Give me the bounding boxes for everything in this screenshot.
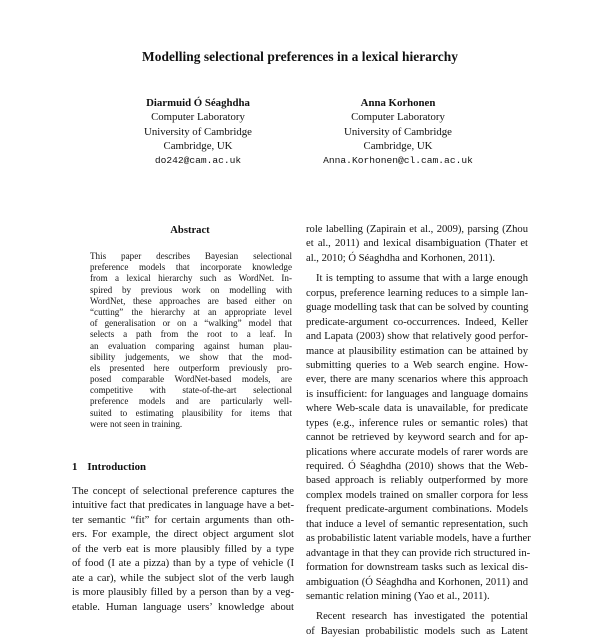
body-line: cannot be retrieved by keyword search and for ap- [306, 432, 528, 444]
body-line: ever, there are many scenarios where this approach [306, 374, 528, 386]
intro-line: The concept of selectional preference captures the [72, 486, 294, 497]
intro-line: ate a car), while the subject slot of the verb laugh [72, 572, 294, 584]
author-email: Anna.Korhonen@cl.cam.ac.uk [323, 154, 473, 166]
abstract-body [90, 251, 292, 430]
author-affiliation: University of Cambridge [344, 125, 452, 138]
abstract-line: preference models and are particularly well- [90, 396, 292, 407]
abstract-line: sibility judgements, we show that the mod- [90, 351, 292, 362]
body-line: al., 2010; Ó Séaghdha and Korhonen, 2011). [306, 252, 496, 264]
body-line: is insufficient: for languages and language domains [306, 388, 528, 400]
body-line: et al., 2011) and lexical disambiguation (Thater et [306, 238, 528, 250]
abstract-line: preference models that incorporate knowledge [90, 262, 292, 273]
author-name: Anna Korhonen [360, 97, 436, 109]
paper-title: Modelling selectional preferences in a lexical hierarchy [142, 49, 458, 64]
abstract-line: were not seen in training. [90, 418, 183, 429]
body-line: It is tempting to assume that with a large enough [316, 273, 528, 285]
body-line: as probabilistic latent variable models, have a further [306, 533, 531, 545]
intro-line: ter semantic “fit” for certain arguments than oth- [72, 514, 294, 526]
author-location: Cambridge, UK [363, 140, 433, 153]
right-column-text [306, 223, 531, 639]
intro-line: of food (I ate a pizza) than by a type of vehicle (I [72, 558, 294, 570]
abstract-heading: Abstract [170, 225, 210, 236]
intro-line: is more plausibly filled by a person than by a veg- [72, 587, 294, 599]
abstract-line: competitive with state-of-the-art selectional [90, 385, 292, 396]
body-line: and Lapata (2003) show that relatively good perfor- [306, 331, 528, 343]
abstract-line: spired by previous work on modelling with [90, 284, 292, 295]
section-heading [72, 461, 146, 473]
abstract-line: suited to estimating plausibility for items that [90, 407, 292, 418]
body-line: plications where accurate models of rarer words are [306, 446, 528, 458]
introduction-body [72, 485, 294, 615]
author-affiliation: Computer Laboratory [151, 111, 245, 124]
body-line: guage modelling task that can be solved by counting [306, 302, 529, 314]
intro-line: intuitive fact that predicates in language have a bet- [72, 500, 294, 512]
section-number: 1 [72, 461, 78, 473]
abstract-line: els presented here outperform previously pro- [90, 362, 292, 373]
abstract-line: from a lexical hierarchy such as WordNet. In- [90, 273, 292, 284]
intro-line: of the verb eat is more plausibly filled by a type [72, 543, 294, 555]
body-line: semantic relation mining (Yao et al., 2011). [306, 590, 490, 602]
body-line: predicate-argument co-occurrences. Indeed, Keller [306, 316, 528, 328]
body-line: required. Ó Séaghdha (2010) shows that the Web- [306, 461, 528, 472]
body-line: corpus, preference learning reduces to a simple lan- [306, 287, 528, 299]
author-affiliation: University of Cambridge [144, 125, 252, 138]
author-name: Diarmuid Ó Séaghdha [146, 97, 250, 109]
body-line: that induce a level of semantic representation, such [306, 518, 528, 530]
abstract-line: This paper describes Bayesian selectional [90, 251, 292, 261]
author-affiliation: Computer Laboratory [351, 111, 445, 124]
author-location: Cambridge, UK [163, 140, 233, 153]
body-line: mance at plausibility estimation can be attained by [306, 345, 528, 357]
section-title: Introduction [87, 461, 147, 473]
intro-line: ers. For example, the direct object argument slot [72, 529, 294, 541]
body-line: submitting queries to a Web search engine. How- [306, 359, 528, 371]
body-line: based approach is reliably outperformed by more [306, 475, 528, 487]
abstract-line: selects a path from the root to a leaf. In [90, 329, 292, 340]
body-line: frequent predicate-argument combinations. Models [306, 504, 528, 516]
author-block-1 [98, 96, 298, 168]
body-line: formation for downstream tasks such as lexical dis- [306, 562, 528, 574]
author-block-2 [298, 96, 498, 168]
body-line: where Web-scale data is unavailable, for predicate [306, 403, 528, 415]
body-line: of Bayesian probabilistic models such as Latent [306, 625, 528, 637]
author-email: do242@cam.ac.uk [154, 154, 242, 166]
intro-line: etable. Human language users’ knowledge about [72, 601, 294, 613]
body-line: advantage in that they can provide rich structured in- [306, 547, 531, 559]
body-line: Recent research has investigated the potential [316, 611, 528, 623]
abstract-line: an evaluation comparing against human plau- [90, 340, 292, 351]
body-line: complex models trained on smaller corpora for less [306, 489, 528, 501]
abstract-line: posed comparable WordNet-based models, are [90, 374, 292, 385]
body-line: role labelling (Zapirain et al., 2009), parsing (Zhou [306, 224, 528, 235]
abstract-line: “cutting” the hierarchy at an appropriate level [90, 306, 292, 317]
body-line: types (e.g., inference rules or semantic roles) that [306, 417, 528, 429]
body-line: ambiguation (Ó Séaghdha and Korhonen, 2011) and [306, 576, 528, 588]
abstract-line: of generalisation or on a “walking” model that [90, 318, 292, 329]
abstract-line: WordNet, these approaches are based either on [90, 295, 292, 306]
